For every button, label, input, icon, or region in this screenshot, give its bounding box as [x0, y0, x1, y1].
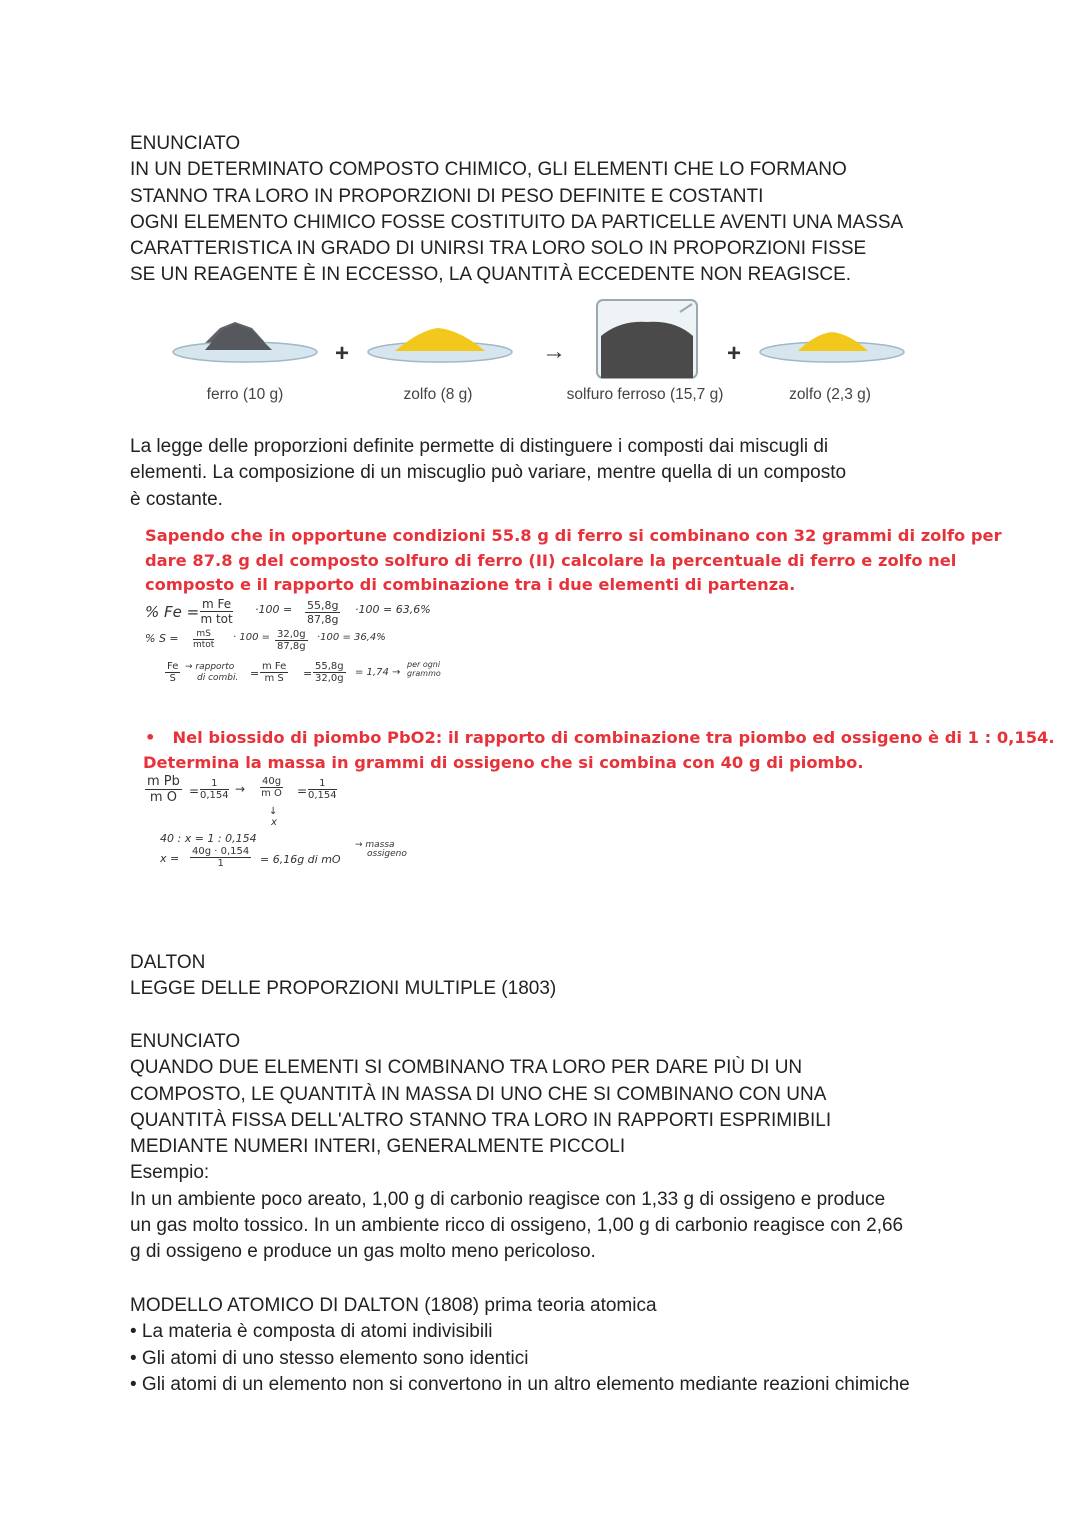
exercise-1-text — [145, 524, 1002, 598]
down-arrow-icon: ↓ — [269, 806, 278, 817]
paragraph-line: è costante. — [130, 488, 223, 510]
beaker-icon — [597, 300, 697, 378]
mass-fraction: $\frac{40g}{\text{m O}}$ — [261, 776, 282, 799]
s-multiply: · 100 = — [233, 632, 271, 643]
label-sulfur-excess: zolfo (2,3 g) — [789, 386, 871, 403]
example-line: un gas molto tossico. In un ambiente ricco di ossigeno, 1,00 g di carbonio reagisce con 2,66 — [130, 1215, 904, 1237]
reaction-illustration — [160, 290, 920, 380]
example-label: Esempio: — [130, 1162, 210, 1184]
statement-line: OGNI ELEMENTO CHIMICO FOSSE COSTITUITO DA PARTICELLE AVENTI UNA MASSA — [130, 211, 904, 233]
statement-line: COMPOSTO, LE QUANTITÀ IN MASSA DI UNO CHE SI COMBINANO CON UNA — [130, 1083, 827, 1105]
list-item: • Gli atomi di uno stesso elemento sono identici — [130, 1347, 529, 1369]
section-enunciato-2 — [130, 1029, 960, 1266]
exercise-line: dare 87.8 g del composto solfuro di ferro (II) calcolare la percentuale di ferro e zolfo nel — [145, 550, 957, 570]
example-line: In un ambiente poco areato, 1,00 g di carbonio reagisce con 1,33 g di ossigeno e produce — [130, 1188, 886, 1210]
mass-note: ossigeno — [367, 849, 407, 859]
heading-enunciato: ENUNCIATO — [130, 1031, 241, 1052]
exercise-2-work — [145, 774, 545, 884]
sulfur-excess-dish-icon — [760, 332, 904, 362]
s-fraction: mS mtot — [193, 629, 215, 650]
fe-multiply: ·100 = — [255, 603, 293, 616]
ratio-sub-label: di combi. — [197, 673, 239, 683]
s-percent-label: % S = — [145, 632, 179, 645]
pb-o-fraction: $\frac{\text{m Pb}}{\text{m O}}$ — [147, 774, 180, 805]
ratio-fraction: $\frac{1}{0,154}$ — [200, 778, 229, 801]
arrow-icon: → — [235, 782, 246, 796]
ratio-equals: = — [250, 667, 260, 680]
list-item: • La materia è composta di atomi indivisibili — [130, 1321, 493, 1343]
x-result: = 6,16g di mO — [260, 853, 341, 866]
exercise-line — [145, 726, 1055, 751]
s-values-fraction: $\frac{32,0g}{87,8g}$ — [277, 629, 306, 652]
section-subtitle: LEGGE DELLE PROPORZIONI MULTIPLE (1803) — [130, 978, 557, 1000]
x-fraction: $\frac{40g \cdot 0,154}{1}$ — [192, 846, 250, 869]
x-equals: x = — [160, 852, 180, 865]
plus-sign: + — [335, 340, 350, 367]
heading-enunciato: ENUNCIATO — [130, 133, 241, 154]
label-iron: ferro (10 g) — [206, 386, 284, 403]
equals: = — [297, 784, 308, 798]
x-variable: x — [271, 817, 277, 828]
exercise-line: Sapendo che in opportune condizioni 55.8 g di ferro si combinano con 32 grammi di zolfo per — [145, 526, 1002, 545]
ratio-result: = 1,74 → — [355, 667, 401, 678]
s-result: ·100 = 36,4% — [317, 632, 386, 643]
section-dalton — [130, 950, 960, 1003]
reaction-figure — [160, 290, 920, 415]
ratio-equals: = — [303, 667, 313, 680]
mass-note: → massa — [355, 840, 395, 850]
sulfur-dish-icon — [368, 328, 512, 362]
label-sulfur: zolfo (8 g) — [403, 386, 473, 403]
statement-line: QUANDO DUE ELEMENTI SI COMBINANO TRA LORO PER DARE PIÙ DI UN — [130, 1057, 803, 1079]
statement-line: QUANTITÀ FISSA DELL'ALTRO STANNO TRA LORO IN RAPPORTI ESPRIMIBILI — [130, 1109, 832, 1131]
exercise-line: Determina la massa in grammi di ossigeno che si combina con 40 g di piombo. — [143, 752, 864, 772]
ratio-note: per ogni — [407, 660, 441, 669]
exercise-line-text: Nel biossido di piombo PbO2: il rapporto di combinazione tra piombo ed ossigeno è di 1 : 0,154. — [172, 728, 1055, 747]
iron-dish-icon — [173, 322, 317, 362]
statement-line: SE UN REAGENTE È IN ECCESSO, LA QUANTITÀ ECCEDENTE NON REAGISCE. — [130, 264, 852, 286]
ratio-mass-fraction: $\frac{\text{m Fe}}{\text{m S}}$ — [262, 661, 287, 684]
statement-line: MEDIANTE NUMERI INTERI, GENERALMENTE PICCOLI — [130, 1136, 626, 1158]
label-ferrous-sulfide: solfuro ferroso (15,7 g) — [566, 386, 724, 403]
section-title: DALTON — [130, 952, 206, 973]
paragraph-line: La legge delle proporzioni definite permette di distinguere i composti dai miscugli di — [130, 436, 829, 457]
ratio-values-fraction: $\frac{55,8g}{32,0g}$ — [315, 661, 344, 684]
statement-line: IN UN DETERMINATO COMPOSTO CHIMICO, GLI ELEMENTI CHE LO FORMANO — [130, 159, 847, 181]
fe-result: ·100 = 63,6% — [355, 603, 431, 616]
statement-line: CARATTERISTICA IN GRADO DI UNIRSI TRA LORO SOLO IN PROPORZIONI FISSE — [130, 238, 867, 260]
fe-values-fraction: $\frac{55,8g}{87,8g}$ — [307, 599, 339, 626]
exercise-2-text — [143, 726, 1055, 775]
ratio-arrow-label: → rapporto — [185, 662, 235, 672]
section-title: MODELLO ATOMICO DI DALTON (1808) prima teoria atomica — [130, 1295, 657, 1316]
fe-percent-label: % Fe = — [145, 603, 200, 621]
ratio-note: grammo — [407, 669, 441, 678]
exercise-1-work — [145, 597, 645, 707]
plus-sign: + — [727, 340, 742, 367]
fe-fraction: m Fe m tot — [200, 597, 233, 626]
exercise-line: composto e il rapporto di combinazione tra i due elementi di partenza. — [145, 575, 796, 594]
proportion: 40 : x = 1 : 0,154 — [160, 832, 257, 845]
section-modello-atomico — [130, 1293, 960, 1398]
paragraph-proporzioni-definite — [130, 434, 960, 513]
arrow-icon: → — [542, 338, 566, 365]
ratio-fraction: $\frac{1}{0,154}$ — [308, 778, 337, 801]
example-line: g di ossigeno e produce un gas molto meno pericoloso. — [130, 1241, 596, 1263]
bullet-icon: • — [145, 728, 156, 747]
statement-line: STANNO TRA LORO IN PROPORZIONI DI PESO DEFINITE E COSTANTI — [130, 185, 764, 207]
equals: = — [189, 784, 200, 798]
ratio-fraction: $\frac{Fe}{S}$ — [167, 661, 179, 684]
paragraph-line: elementi. La composizione di un miscuglio può variare, mentre quella di un composto — [130, 462, 847, 484]
list-item: • Gli atomi di un elemento non si convertono in un altro elemento mediante reazioni chimiche — [130, 1373, 910, 1395]
section-enunciato-1 — [130, 131, 960, 289]
